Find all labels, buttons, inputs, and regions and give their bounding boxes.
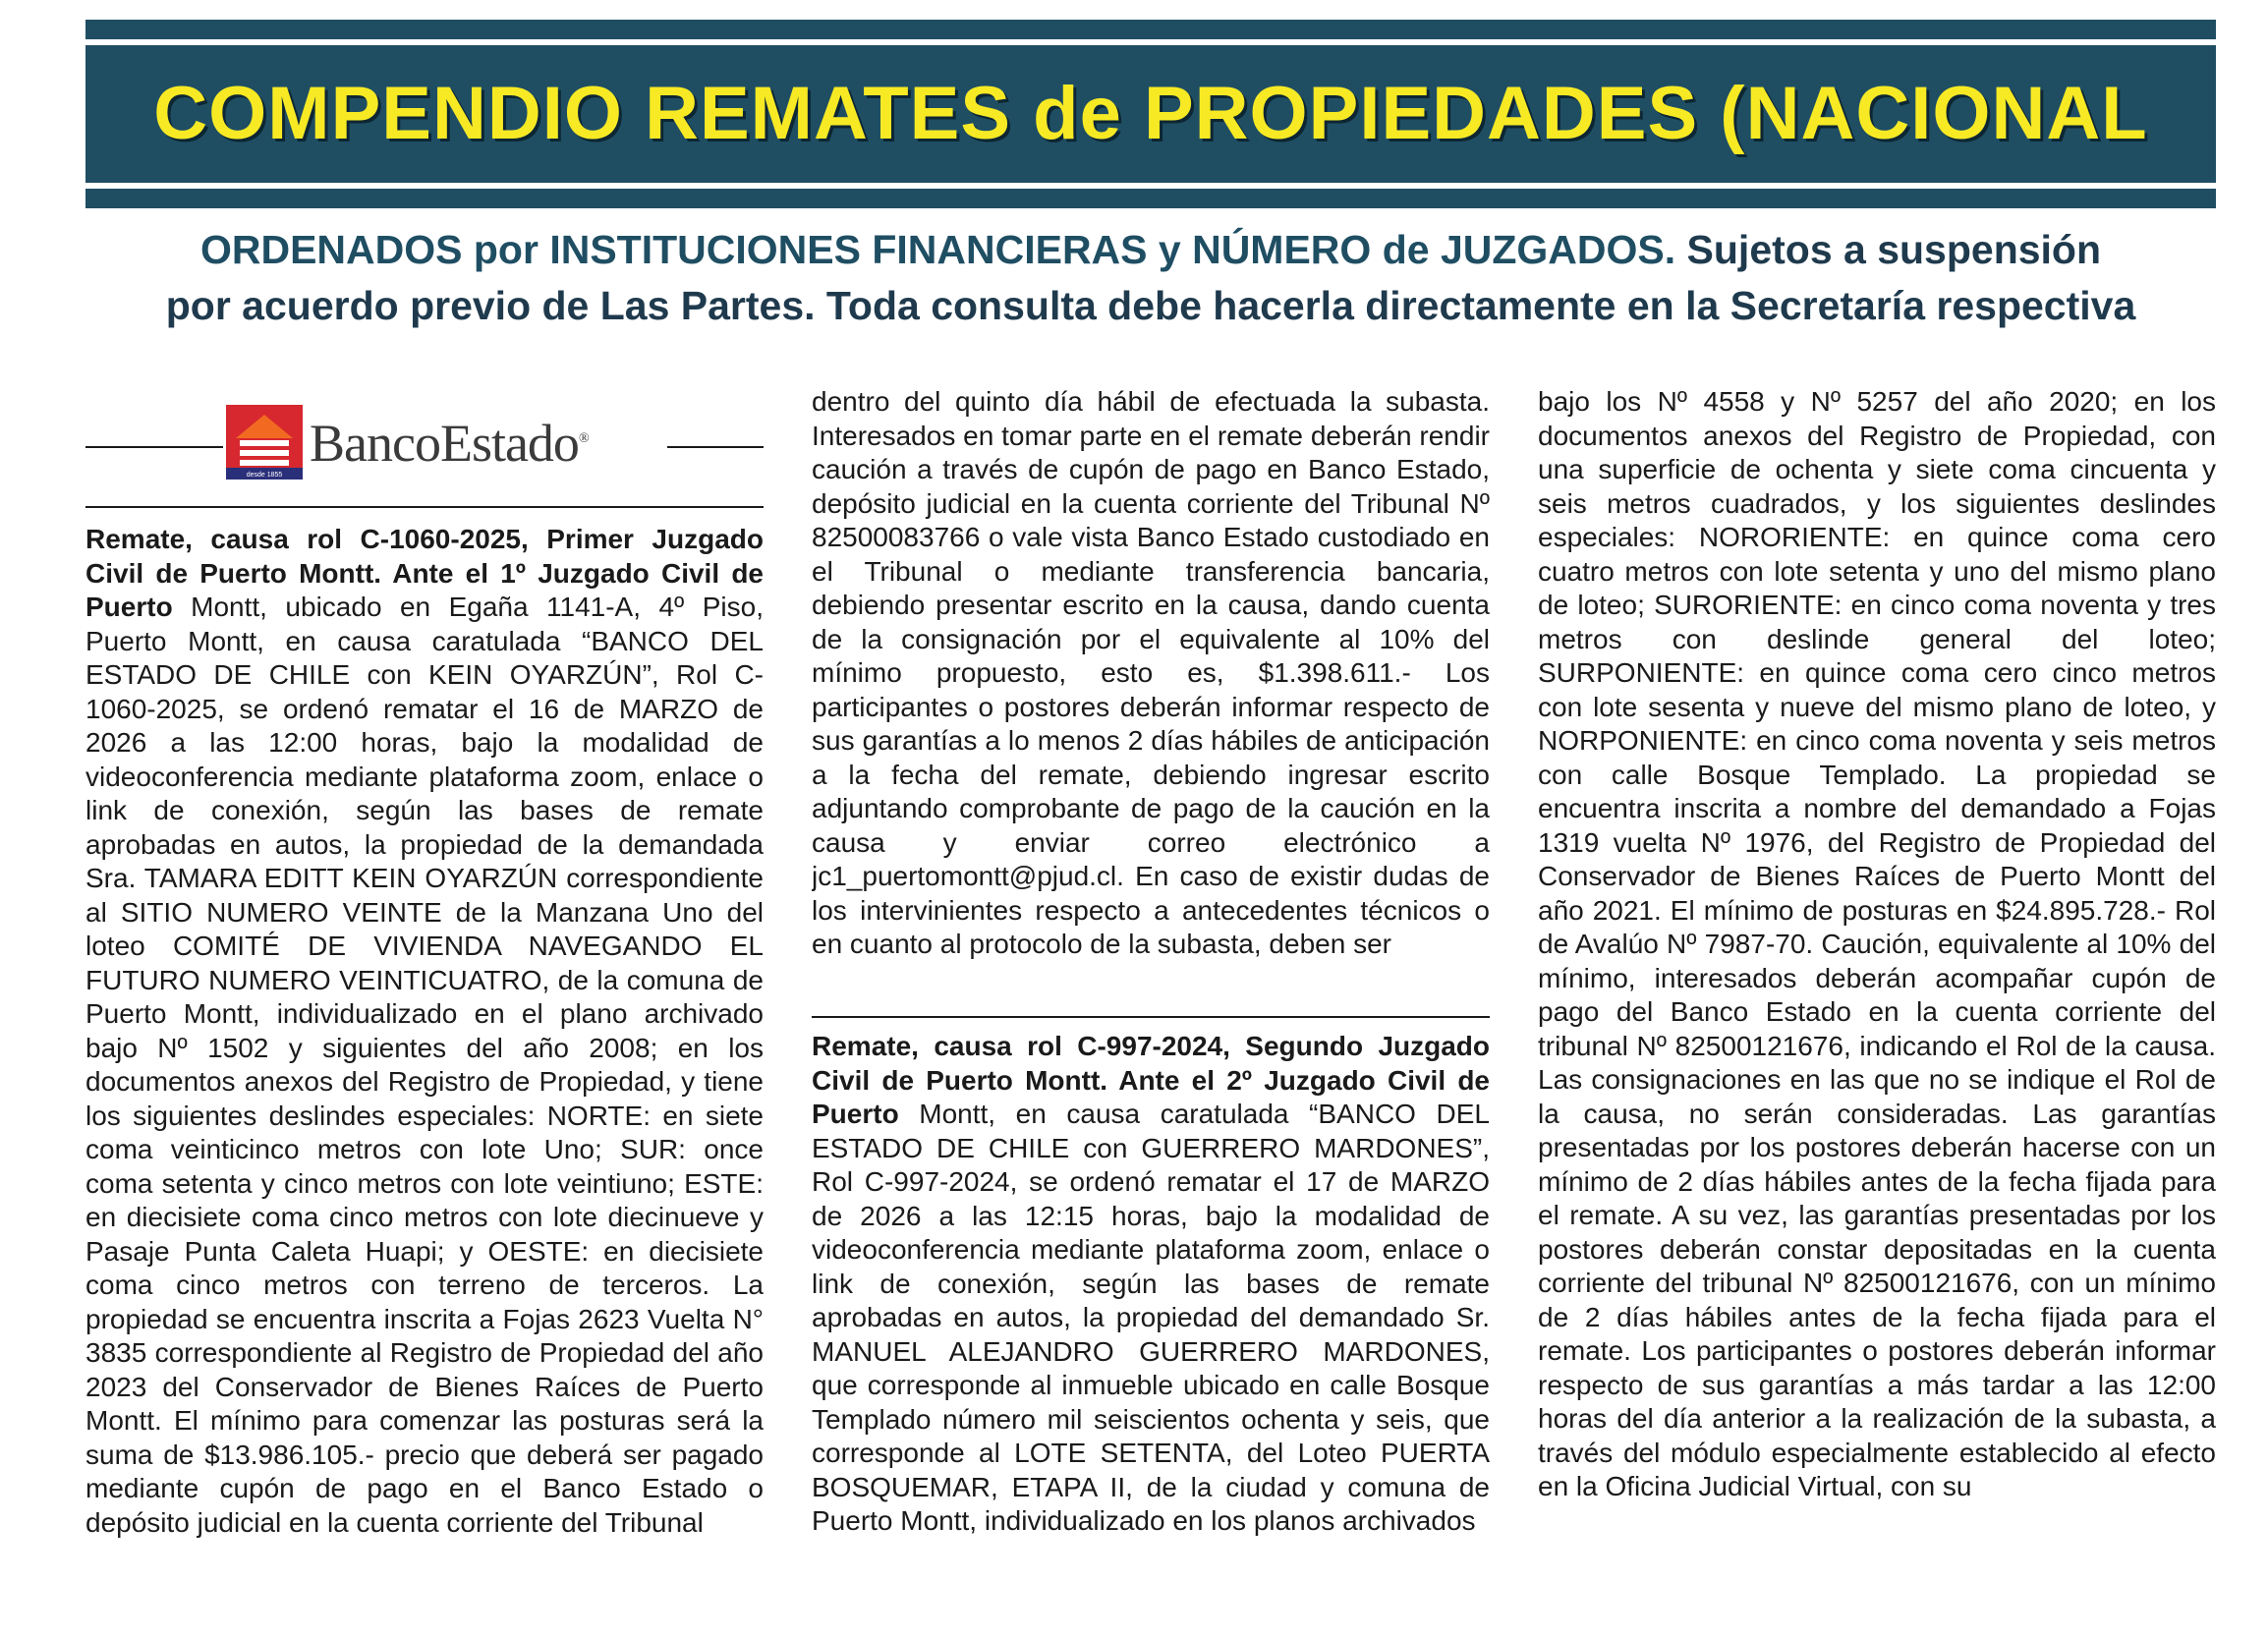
- bancoestado-emblem-icon: [226, 405, 303, 480]
- svg-text:desde 1855: desde 1855: [246, 472, 283, 479]
- notice-heading: Remate, causa rol C-1060-2025, Primer Juzgado Civil de Puerto Montt. Ante el 1º Juzgado Civil de Puerto: [85, 524, 764, 622]
- bancoestado-logo: [85, 403, 764, 481]
- subheading: [85, 222, 2216, 334]
- subheading-strong: ORDENADOS por INSTITUCIONES FINANCIERAS y NÚMERO de JUZGADOS.: [199, 227, 1676, 272]
- subheading-rest: Sujetos a suspensión: [1675, 227, 2102, 272]
- column-3: [1538, 385, 2216, 1554]
- logo-right-rule: [667, 446, 764, 448]
- logo-divider: [85, 506, 764, 508]
- banner: [85, 20, 2216, 208]
- notice-heading: Remate, causa rol C-997-2024, Segundo Juzgado Civil de Puerto Montt. Ante el 2º Juzgado Civil de Puerto: [812, 1031, 1490, 1129]
- subheading-line2: por acuerdo previo de Las Partes. Toda consulta debe hacerla directamente en la Secretaría respectiva: [165, 283, 2136, 328]
- notice-body: Montt, ubicado en Egaña 1141-A, 4º Piso, Puerto Montt, en causa caratulada “BANCO DEL ESTADO DE CHILE con KEIN OYARZÚN”, Rol C-1060-2025, se ordenó rematar el 16 de MARZO de 2026 a las 12:00 horas, bajo la modalidad de videoconferencia mediante plataforma zoom, enlace o link de conexión, según las bases de remate aprobadas en autos, la propiedad de la demandada Sra. TAMARA EDITT KEIN OYARZÚN correspondiente al SITIO NUMERO VEINTE de la Manzana Uno del loteo COMITÉ DE VIVIENDA NAVEGANDO EL FUTURO NUMERO VEINTICUATRO, de la comuna de Puerto Montt, individualizado en el plano archivado bajo Nº 1502 y siguientes del año 2008; en los documentos anexos del Registro de Propiedad, y tiene los siguientes deslindes especiales: NORTE: en siete coma veinticinco metros con lote Uno; SUR: once coma setenta y cinco metros con lote veintiuno; ESTE: en diecisiete coma cinco metros con lote diecinueve y Pasaje Punta Caleta Huapi; y OESTE: en diecisiete coma cinco metros con terreno de terceros. La propiedad se encuentra inscrita a Fojas 2623 Vuelta N° 3835 correspondiente al Registro de Propiedad del año 2023 del Conservador de Bienes Raíces de Puerto Montt. El mínimo para comenzar las posturas será la suma de $13.986.105.- precio que deberá ser pagado mediante cupón de pago en el Banco Estado o depósito judicial en la cuenta corriente del Tribunal: [85, 592, 764, 1538]
- banner-bottom-rule: [85, 183, 2216, 189]
- notice-body: dentro del quinto día hábil de efectuada la subasta. Interesados en tomar parte en el remate deberán rendir caución a través de cupón de pago en Banco Estado, depósito judicial en la cuenta corriente del Tribunal Nº 82500083766 o vale vista Banco Estado custodiado en el Tribunal o mediante transferencia bancaria, debiendo presentar escrito en la causa, dando cuenta de la consignación por el equivalente al 10% del mínimo propuesto, esto es, $1.398.611.- Los participantes o postores deberán informar respecto de sus garantías a lo menos 2 días hábiles de anticipación a la fecha del remate, debiendo ingresar escrito adjuntando comprobante de pago de la caución en la causa y enviar correo electrónico a jc1_puertomontt@pjud.cl. En caso de existir dudas de los intervinientes respecto a antecedentes técnicos o en cuanto al protocolo de la subasta, deben ser: [812, 386, 1490, 959]
- column-1: [85, 523, 764, 1550]
- banner-top-rule: [85, 39, 2216, 45]
- notice-body: Montt, en causa caratulada “BANCO DEL ESTADO DE CHILE con GUERRERO MARDONES”, Rol C-997-2024, se ordenó rematar el 17 de MARZO de 2026 a las 12:15 horas, bajo la modalidad de videoconferencia mediante plataforma zoom, enlace o link de conexión, según las bases de remate aprobadas en autos, la propiedad del demandado Sr. MANUEL ALEJANDRO GUERRERO MARDONES, que corresponde al inmueble ubicado en calle Bosque Templado número mil seiscientos ochenta y seis, que corresponde al LOTE SETENTA, del Loteo PUERTA BOSQUEMAR, ETAPA II, de la ciudad y comuna de Puerto Montt, individualizado en los planos archivados: [812, 1099, 1490, 1536]
- notice-divider: [812, 1016, 1490, 1018]
- logo-left-rule: [85, 446, 223, 448]
- column-2: [812, 385, 1490, 1554]
- notice-body: bajo los Nº 4558 y Nº 5257 del año 2020; en los documentos anexos del Registro de Propiedad, con una superficie de ochenta y siete coma cincuenta y seis metros cuadrados, y los siguientes deslindes especiales: NORORIENTE: en quince coma cero cuatro metros con lote setenta y uno del mismo plano de loteo; SURORIENTE: en cinco coma noventa y tres metros con deslinde general del loteo; SURPONIENTE: en quince coma cero cinco metros con lote sesenta y nueve del mismo plano de loteo, y NORPONIENTE: en cinco coma noventa y seis metros con calle Bosque Templado. La propiedad se encuentra inscrita a nombre del demandado a Fojas 1319 vuelta Nº 1976, del Registro de Propiedad del Conservador de Bienes Raíces de Puerto Montt del año 2021. El mínimo de posturas en $24.895.728.- Rol de Avalúo Nº 7987-70. Caución, equivalente al 10% del mínimo, interesados deberán acompañar cupón de pago del Banco Estado en la cuenta corriente del tribunal Nº 82500121676, indicando el Rol de la causa. Las consignaciones en las que no se indique el Rol de la causa, no serán consideradas. Las garantías presentadas por los postores deberán hacerse con un mínimo de 2 días hábiles antes de la fecha fijada para el remate. A su vez, las garantías presentadas por los postores deberán constar depositadas en la cuenta corriente del tribunal Nº 82500121676, con un mínimo de 2 días hábiles antes de la fecha fijada para el remate. Los participantes o postores deberán informar respecto de sus garantías a más tardar a las 12:00 horas del día anterior a la realización de la subasta, a través del módulo especialmente establecido al efecto en la Oficina Judicial Virtual, con su: [1538, 386, 2216, 1501]
- bancoestado-wordmark: BancoEstado®: [310, 414, 589, 473]
- banner-title: COMPENDIO REMATES de PROPIEDADES (NACIONAL: [153, 72, 2148, 155]
